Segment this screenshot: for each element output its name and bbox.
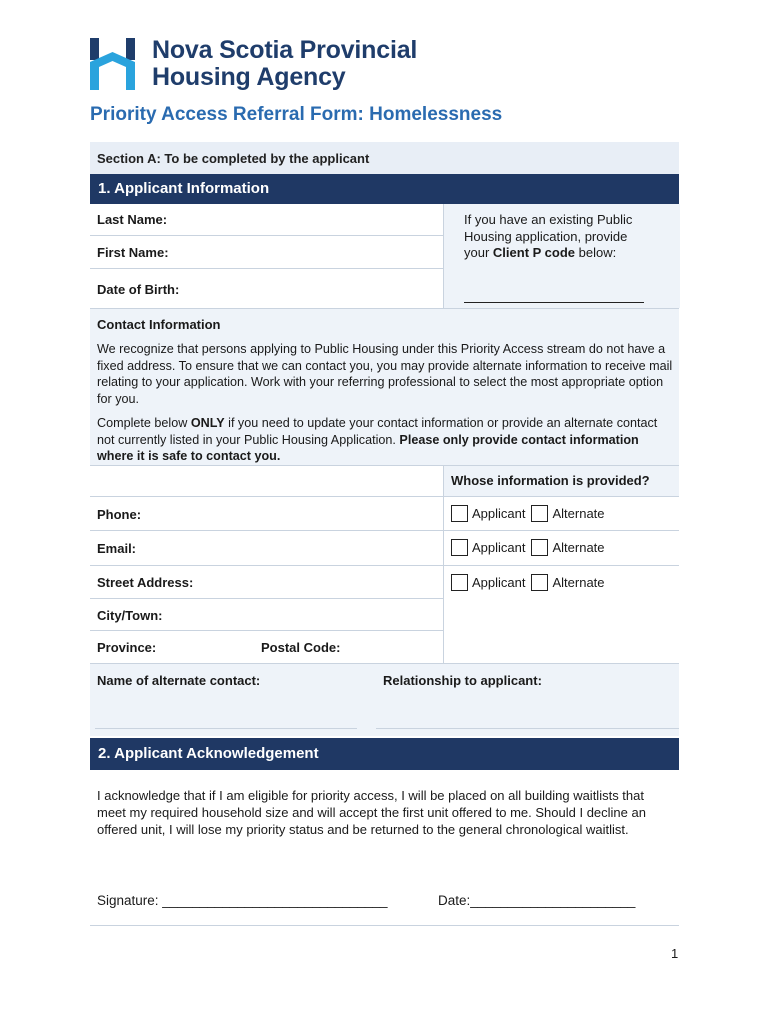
date-line: Date:______________________ (438, 893, 636, 908)
phone-alternate-checkbox[interactable] (531, 505, 548, 522)
alternate-contact-name-label: Name of alternate contact: (97, 673, 261, 688)
email-whose-options (451, 539, 605, 556)
postal-code-field[interactable] (350, 634, 440, 658)
dob-label: Date of Birth: (97, 282, 180, 297)
applicant-option-label: Applicant (472, 506, 526, 521)
first-name-label: First Name: (97, 245, 169, 260)
phone-label: Phone: (97, 507, 142, 522)
divider (90, 235, 443, 236)
divider (376, 728, 679, 729)
alternate-contact-name-field[interactable] (95, 696, 355, 726)
p-code-field[interactable] (464, 290, 644, 303)
para2-text-a: Complete below (97, 416, 191, 430)
last-name-field[interactable] (200, 208, 440, 232)
dob-field[interactable] (200, 274, 440, 302)
city-town-label: City/Town: (97, 608, 163, 623)
divider (90, 630, 443, 631)
contact-info-heading: Contact Information (97, 317, 221, 332)
p-code-line3 (464, 245, 674, 262)
contact-info-paragraph-1: We recognize that persons applying to Public Housing under this Priority Access stream do not have a fixed address. To ensure that we can contact you, you may provide alternate information to receive mail relating to your application. Work with your referring professional to select the most appropriate option for you. (97, 342, 673, 406)
postal-code-label: Postal Code: (261, 640, 341, 655)
client-p-code-label: Client P code (492, 245, 576, 260)
street-address-label: Street Address: (97, 575, 194, 590)
date-field[interactable] (472, 888, 647, 908)
document-title: Priority Access Referral Form: Homelessness (90, 104, 503, 125)
relationship-label: Relationship to applicant: (383, 673, 542, 688)
p-code-suffix: below: (575, 245, 617, 260)
divider (90, 565, 679, 566)
para2-safe-contact: Please only provide contact information where it is safe to contact you. (97, 432, 639, 463)
first-name-field[interactable] (200, 240, 440, 266)
city-town-field[interactable] (175, 602, 440, 626)
applicant-option-label: Applicant (472, 540, 526, 555)
alternate-option-label: Alternate (552, 540, 605, 555)
divider (95, 728, 357, 729)
email-label: Email: (97, 541, 137, 556)
address-whose-options (451, 574, 605, 591)
section-2-heading: 2. Applicant Acknowledgement (90, 738, 679, 770)
org-name-line1: Nova Scotia Provincial (152, 36, 418, 64)
email-field[interactable] (160, 536, 440, 560)
phone-whose-options (451, 505, 605, 522)
contact-info-paragraph-2 (97, 415, 677, 465)
page-number: 1 (671, 946, 679, 961)
phone-field[interactable] (160, 502, 440, 526)
p-code-instructions (464, 212, 674, 262)
divider (90, 496, 679, 497)
email-alternate-checkbox[interactable] (531, 539, 548, 556)
para2-text-c: if you need to update your contact information or provide an alternate contact not currently listed in your Public Housing Application. (97, 416, 658, 447)
signature-field[interactable] (163, 888, 395, 908)
divider (90, 530, 679, 531)
phone-applicant-checkbox[interactable] (451, 505, 468, 522)
address-applicant-checkbox[interactable] (451, 574, 468, 591)
signature-line: Signature: ______________________________ (97, 893, 388, 908)
relationship-field[interactable] (376, 696, 676, 726)
divider (90, 925, 679, 926)
org-name-line2: Housing Agency (152, 63, 346, 91)
section-1-heading: 1. Applicant Information (90, 174, 679, 204)
street-address-field[interactable] (210, 570, 440, 594)
alternate-option-label: Alternate (552, 506, 605, 521)
province-field[interactable] (165, 634, 255, 658)
p-code-line1: If you have an existing Public (464, 212, 633, 227)
org-name (152, 37, 417, 91)
section-a-label: Section A: To be completed by the applicant (97, 151, 370, 166)
address-alternate-checkbox[interactable] (531, 574, 548, 591)
divider (90, 268, 443, 269)
province-label: Province: (97, 640, 157, 655)
applicant-option-label: Applicant (472, 575, 526, 590)
last-name-label: Last Name: (97, 212, 168, 227)
divider (90, 598, 443, 599)
acknowledgement-text: I acknowledge that if I am eligible for priority access, I will be placed on all building waitlists that meet my required household size and will accept the first unit offered to me. Should I decline an offered unit, I will lose my priority status and be returned to the general chronological waitlist. (97, 788, 646, 837)
p-code-line2: Housing application, provide (464, 228, 628, 244)
para2-only: ONLY (190, 416, 225, 430)
email-applicant-checkbox[interactable] (451, 539, 468, 556)
nspha-logo-icon (90, 38, 135, 90)
whose-info-header: Whose information is provided? (451, 473, 650, 488)
alternate-option-label: Alternate (552, 575, 605, 590)
p-code-prefix: your (464, 245, 493, 260)
